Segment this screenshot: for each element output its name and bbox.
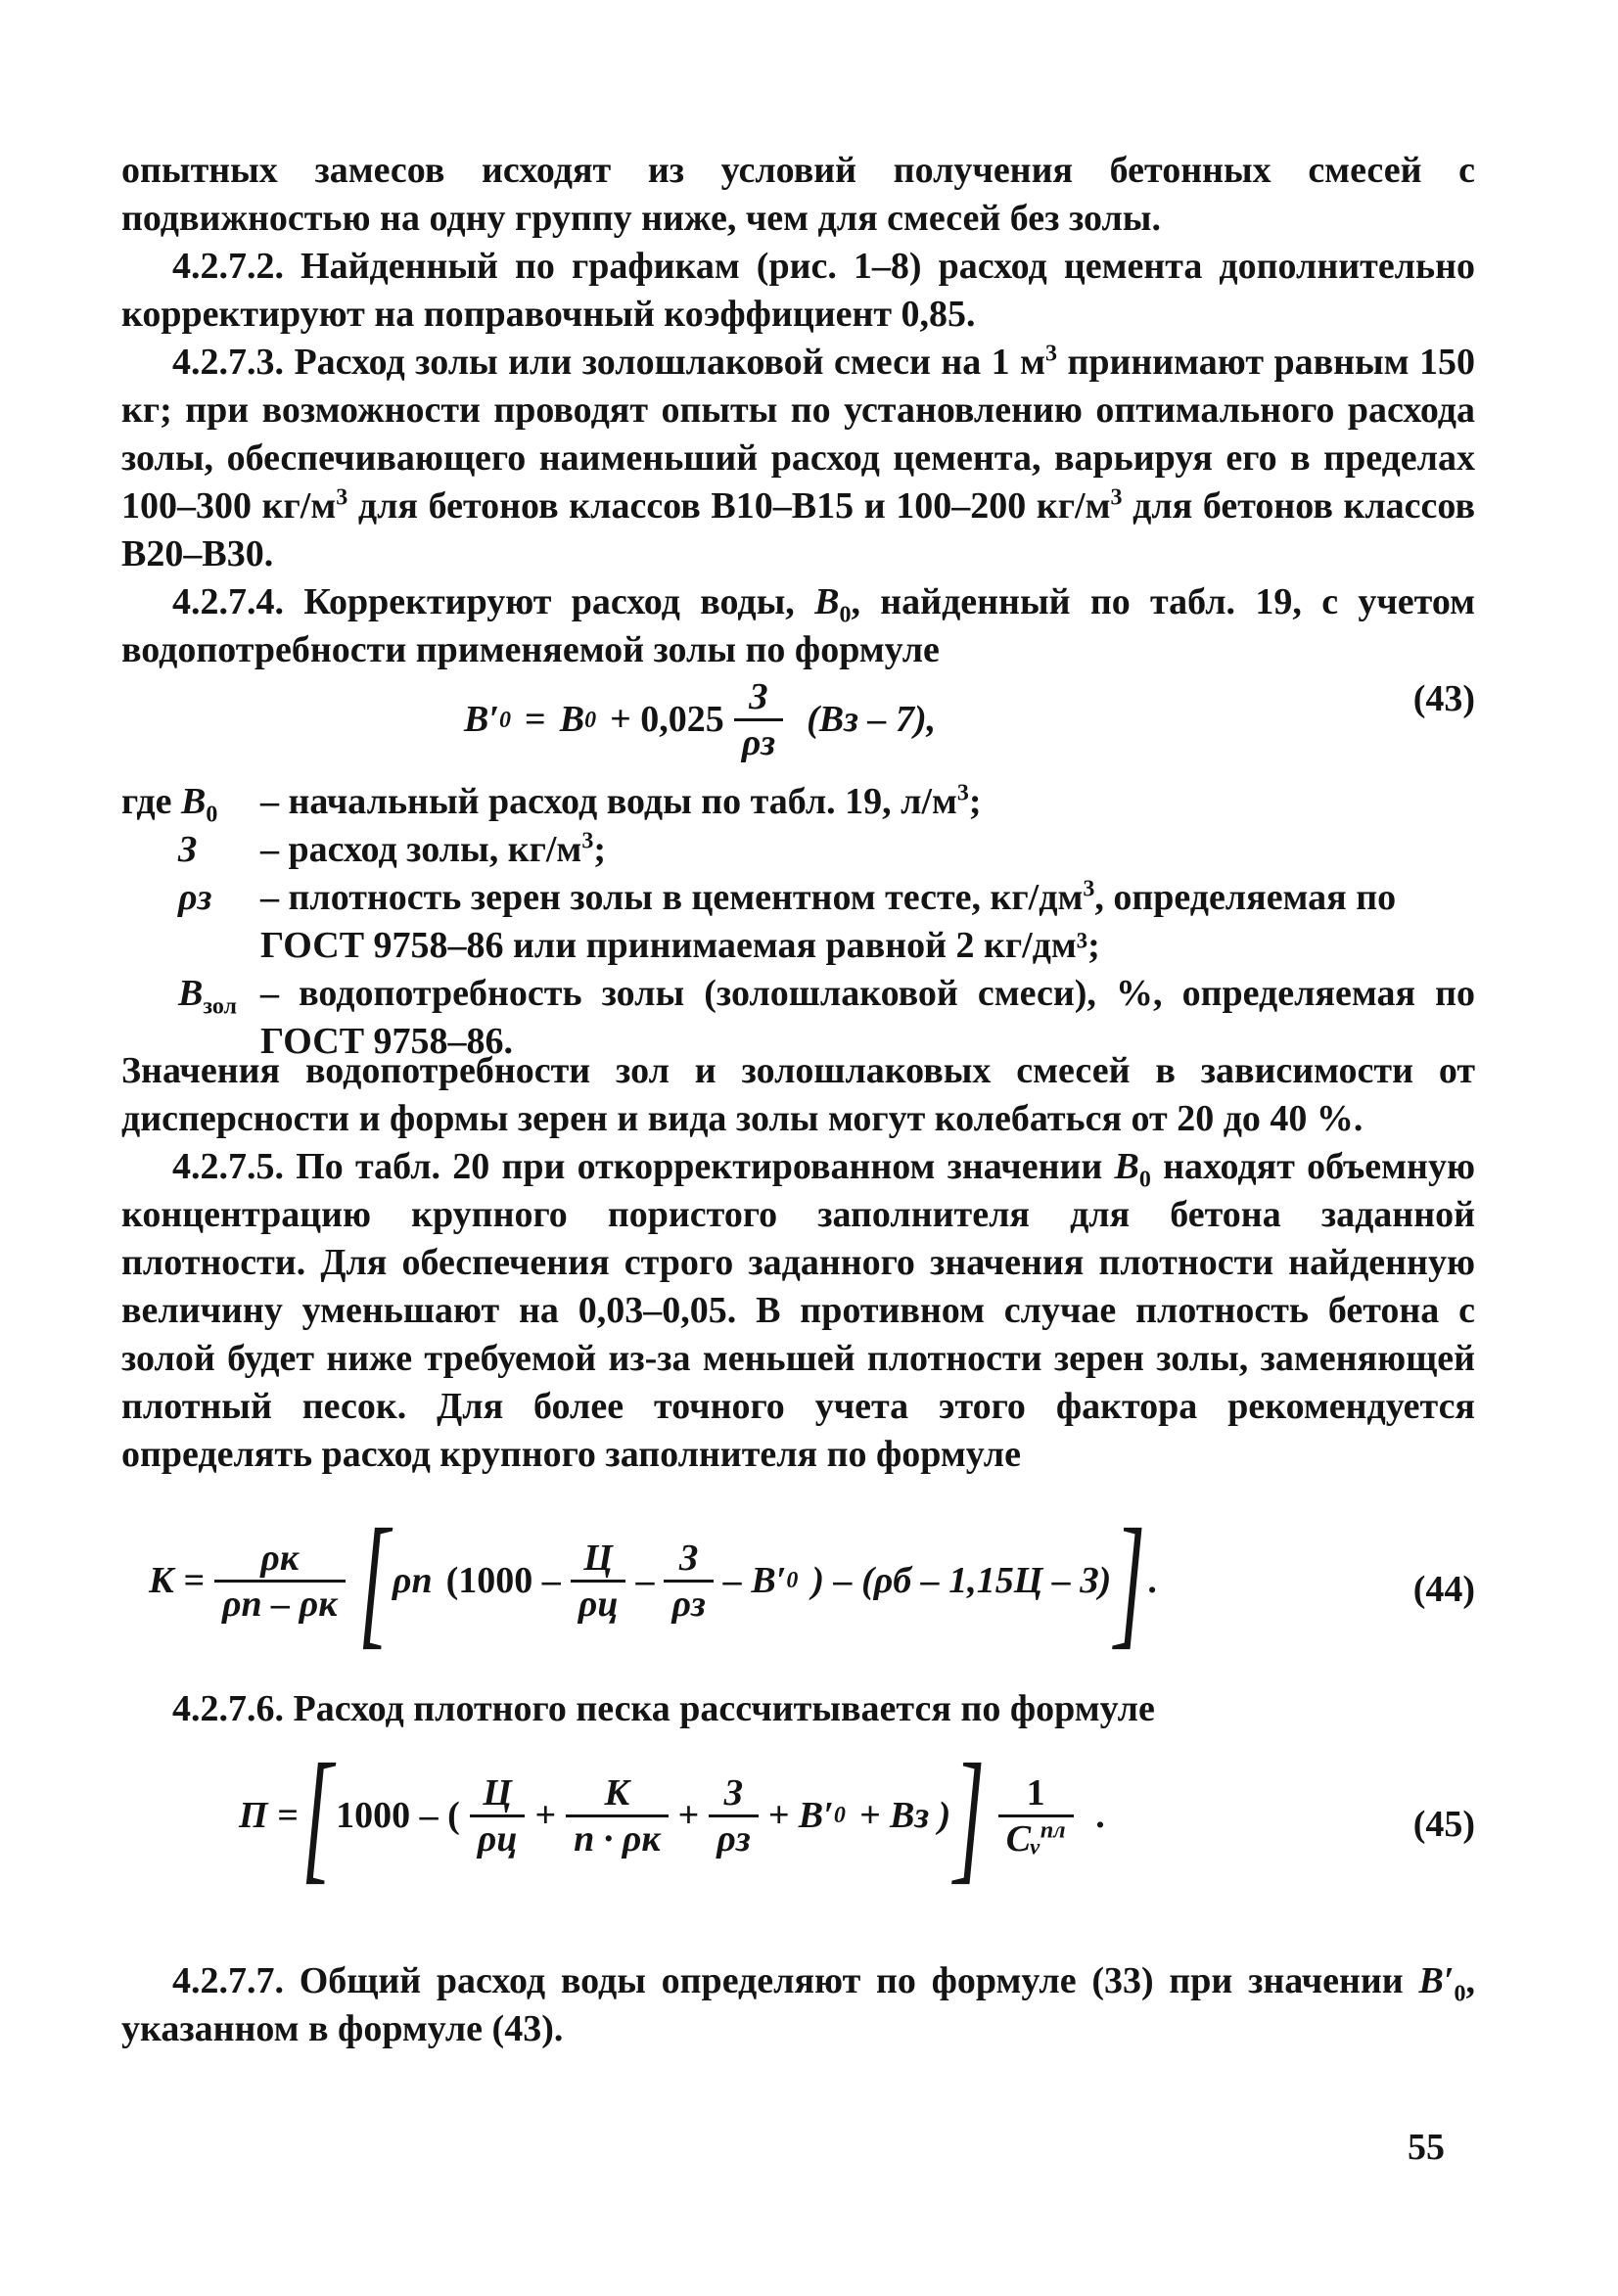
formula-43: В′ 0 = В 0 + 0,025 $\frac{З}{\rho з}$ (Вз – 7), xyxy=(464,676,937,763)
paragraph-4-2-7-3: 4.2.7.3. Расход золы или золошлаковой смеси на 1 $м^3$ принимают равным 150 кг; при возможности проводят опыты по установлению оптимального расхода золы, обеспечивающего наименьший расход цемента, варьируя его в пределах 100–300 $кг/м^3$ для бетонов классов В10–В15 и 100–200 $кг/м^3$ для бетонов классов В20–В30. xyxy=(121,341,1475,574)
text-block-middle xyxy=(121,1047,1475,1479)
legend-item-rho-z: ρз – плотность зерен золы в цементном тесте, $кг/дм^3$, определяемая по ГОСТ 9758–86 или принимаемая равной 2 кг/дм³; xyxy=(178,876,1397,966)
legend-item-b0: где $В_0$ – начальный расход воды по табл. 19, $л/м^3$; xyxy=(121,780,982,828)
legend-item-z: З – расход золы, $кг/м^3$; xyxy=(178,828,606,870)
paragraph-4-2-7-2: 4.2.7.2. Найденный по графикам (рис. 1–8) расход цемента дополнительно корректируют на поправочный коэффициент 0,85. xyxy=(121,246,1475,335)
paragraph-4-2-7-4: 4.2.7.4. Корректируют расход воды, $В_0$, найденный по табл. 19, с учетом водопотребности применяемой золы по формуле xyxy=(121,581,1475,670)
formula-43-number: (43) xyxy=(1412,678,1475,719)
page-number: 55 xyxy=(1408,2127,1445,2168)
formula-44-row xyxy=(121,1499,1475,1669)
formula-44: К = $\frac{\rho к}{\rho п - \rho к}$ [ ρп (1000 – $\frac{Ц}{\rho ц}$ – $\frac{З}{\rho з}$ – В′ 0 ) – (ρб – 1,15Ц – З) ] . xyxy=(149,1499,1159,1662)
text-block-top xyxy=(121,147,1475,674)
paragraph-water-demand: Значения водопотребности зол и золошлаковых смесей в зависимости от дисперсности и формы зерен и вида золы могут колебаться от 20 до 40 %. xyxy=(121,1050,1475,1139)
paragraph-4-2-7-5: 4.2.7.5. По табл. 20 при откорректированном значении $В_0$ находят объемную концентрацию крупного пористого заполнителя для бетона заданной плотности. Для обеспечения строго заданного значения плотности найденную величину уменьшают на 0,03–0,05. В противном случае плотность бетона с золой будет ниже требуемой из-за меньшей плотности зерен золы, заменяющей плотный песок. Для более точного учета этого фактора рекомендуется определять расход крупного заполнителя по формуле xyxy=(121,1146,1475,1475)
formula-45: П = [ 1000 – ( $\frac{Ц}{\rho ц}$ + $\frac{К}{n \cdot \rho к}$ + $\frac{З}{\rho з}$ + В′ 0 + Вз ) ] $\frac{1}{Сᵥ^{пл}}$ . xyxy=(239,1734,1107,1897)
formula-43-row xyxy=(121,675,1475,763)
formula-45-row xyxy=(121,1734,1475,1904)
text-block-bottom xyxy=(121,1957,1475,2053)
formula-44-number: (44) xyxy=(1412,1569,1475,1610)
paragraph-4-2-7-6: 4.2.7.6. Расход плотного песка рассчитывается по формуле xyxy=(172,1688,1155,1729)
formula-45-number: (45) xyxy=(1412,1804,1475,1845)
legend-item-b-zol: $В_{зол}$ – водопотребность золы (золошлаковой смеси), %, определяемая по ГОСТ 9758–86. xyxy=(178,973,1475,1062)
paragraph-4-2-7-7: 4.2.7.7. Общий расход воды определяют по формуле (33) при значении $В'_0$, указанном в формуле (43). xyxy=(121,1960,1475,2049)
paragraph-continuation: опытных замесов исходят из условий получения бетонных смесей с подвижностью на одну группу ниже, чем для смесей без золы. xyxy=(121,150,1475,239)
text-block-sand xyxy=(121,1685,1475,1733)
formula-legend xyxy=(121,778,1475,1066)
